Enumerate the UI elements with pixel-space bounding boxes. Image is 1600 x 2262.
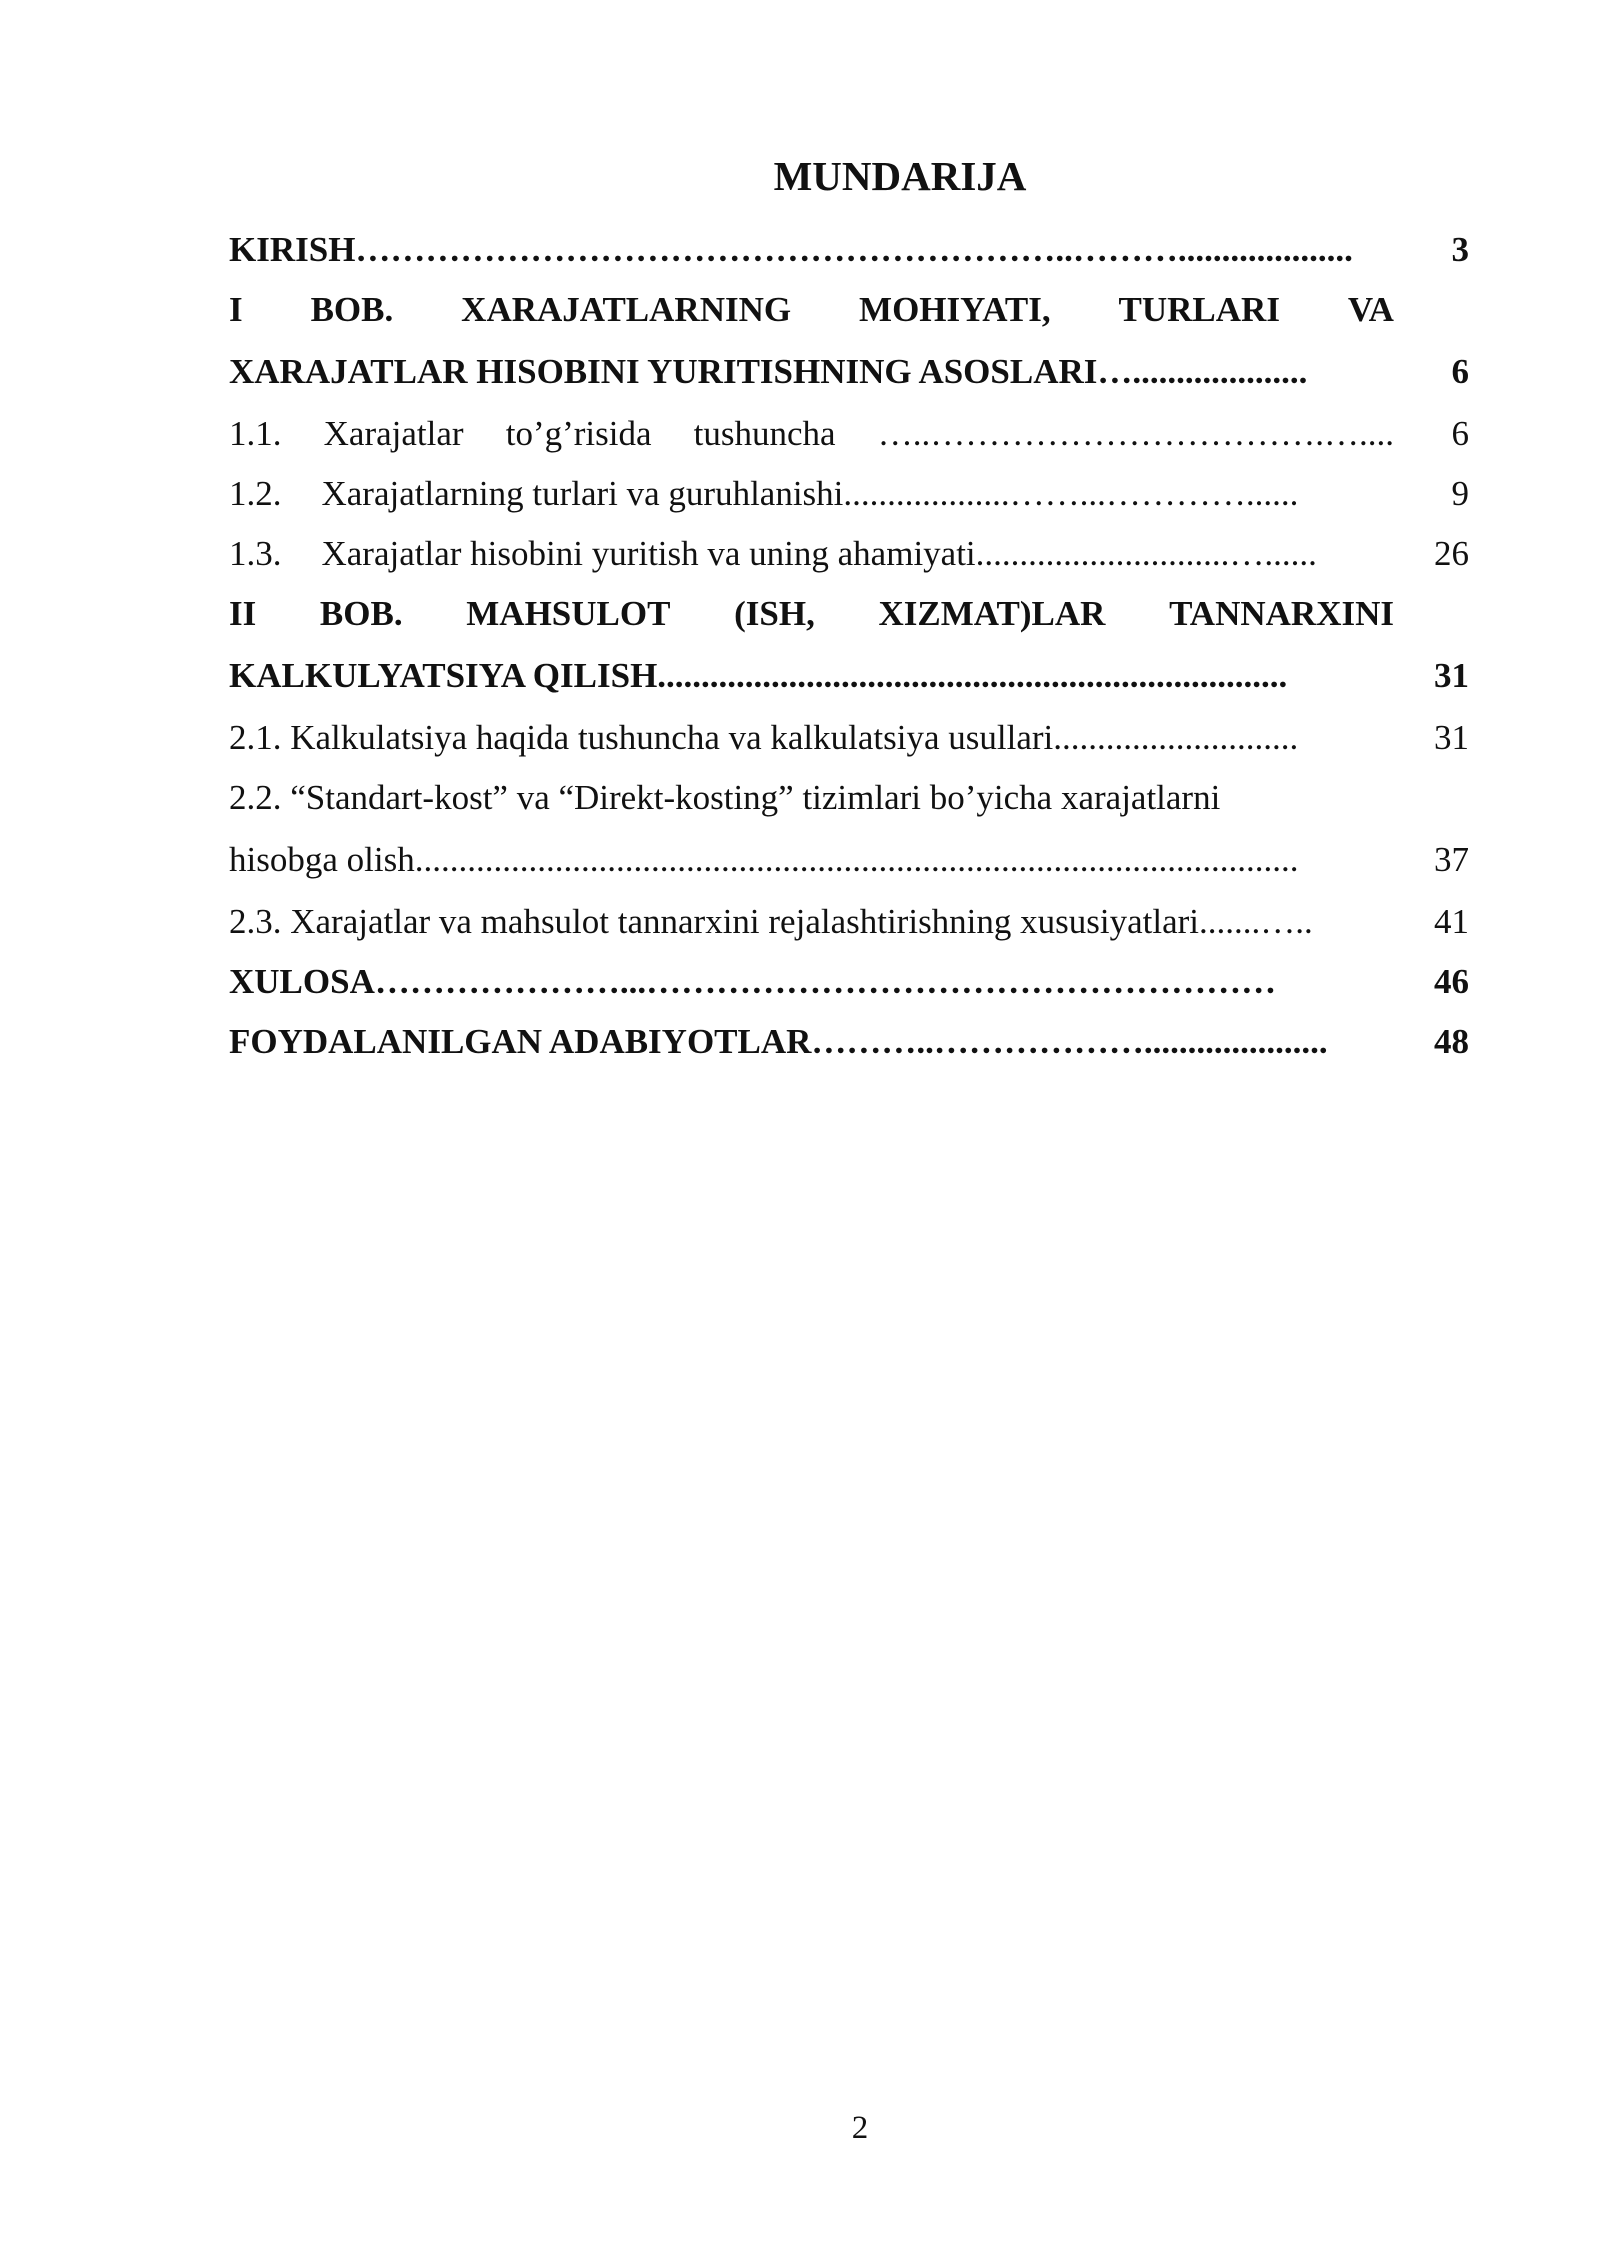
toc-word: to’g’risida	[505, 414, 652, 453]
toc-entry-xulosa[interactable]	[229, 952, 1469, 1012]
toc-page-number: 31	[1434, 718, 1469, 757]
table-of-contents	[229, 220, 1469, 1072]
toc-word: VA	[1347, 290, 1394, 329]
toc-entry-label: 2.3. Xarajatlar va mahsulot tannarxini rejalashtirishning xususiyatlari.......…..	[229, 902, 1313, 941]
toc-page-number: 26	[1434, 534, 1469, 573]
toc-entry-label: Xarajatlarning turlari va guruhlanishi...................……...…………......	[321, 474, 1299, 513]
toc-page-number: 6	[1451, 352, 1469, 391]
toc-entry-chapter-1-line-1[interactable]	[229, 280, 1469, 340]
toc-entry-chapter-2-line-2[interactable]	[229, 644, 1469, 708]
toc-page-number: 9	[1451, 474, 1469, 513]
toc-section-number: 1.3.	[229, 534, 282, 573]
toc-page-number: 37	[1434, 840, 1469, 879]
toc-entry-2-2-line-2[interactable]	[229, 828, 1469, 892]
toc-entry-1-2[interactable]	[229, 464, 1469, 524]
toc-word: I	[229, 290, 243, 329]
toc-entry-label: FOYDALANILGAN ADABIYOTLAR………..……………….....................	[229, 1022, 1328, 1061]
toc-page-number: 3	[1451, 230, 1469, 269]
toc-entry-label: KIRISH……………………………………………………..………....................	[229, 230, 1353, 269]
page-number-footer: 2	[851, 2110, 869, 2146]
toc-page-number: 48	[1434, 1022, 1469, 1061]
toc-word: BOB.	[310, 290, 394, 329]
toc-word: TANNARXINI	[1169, 594, 1394, 633]
toc-word: II	[229, 594, 257, 633]
toc-entry-2-1[interactable]	[229, 708, 1469, 768]
toc-entry-label: XULOSA…………………...………………………………………………	[229, 962, 1277, 1001]
toc-page-number: 31	[1434, 656, 1469, 695]
page-title: MUNDARIJA	[773, 153, 1027, 199]
toc-leader: …..…………………………….…....	[877, 414, 1394, 453]
toc-word: TURLARI	[1118, 290, 1280, 329]
toc-entry-label: 2.2. “Standart-kost” va “Direkt-kosting” tizimlari bo’yicha xarajatlarni	[229, 778, 1221, 817]
toc-page-number: 46	[1434, 962, 1469, 1001]
toc-section-number: 1.1.	[229, 414, 282, 453]
toc-word: MOHIYATI,	[859, 290, 1051, 329]
toc-entry-label: Xarajatlar hisobini yuritish va uning ahamiyati.............................…......	[321, 534, 1317, 573]
toc-entry-1-1[interactable]	[229, 404, 1469, 464]
toc-word: XIZMAT)LAR	[878, 594, 1106, 633]
toc-entry-label: hisobga olish.....................................................................................................	[229, 840, 1299, 879]
toc-page-number: 41	[1434, 902, 1469, 941]
toc-entry-2-2-line-1[interactable]	[229, 768, 1469, 828]
toc-entry-chapter-1-line-2[interactable]	[229, 340, 1469, 404]
toc-word: MAHSULOT	[466, 594, 671, 633]
toc-word: (ISH,	[734, 594, 815, 633]
toc-word: Xarajatlar	[323, 414, 464, 453]
toc-section-number: 1.2.	[229, 474, 282, 513]
toc-entry-1-3[interactable]	[229, 524, 1469, 584]
toc-entry-label: XARAJATLAR HISOBINI YURITISHNING ASOSLARI…....................	[229, 352, 1308, 391]
toc-entry-chapter-2-line-1[interactable]	[229, 584, 1469, 644]
toc-entry-label: 2.1. Kalkulatsiya haqida tushuncha va kalkulatsiya usullari............................	[229, 718, 1299, 757]
toc-entry-kirish[interactable]	[229, 220, 1469, 280]
toc-entry-adabiyotlar[interactable]	[229, 1012, 1469, 1072]
toc-page-number: 6	[1451, 414, 1469, 453]
toc-word: XARAJATLARNING	[461, 290, 792, 329]
toc-word: BOB.	[319, 594, 403, 633]
toc-entry-label: KALKULYATSIYA QILISH........................................................................	[229, 656, 1288, 695]
toc-entry-2-3[interactable]	[229, 892, 1469, 952]
toc-word: tushuncha	[693, 414, 836, 453]
